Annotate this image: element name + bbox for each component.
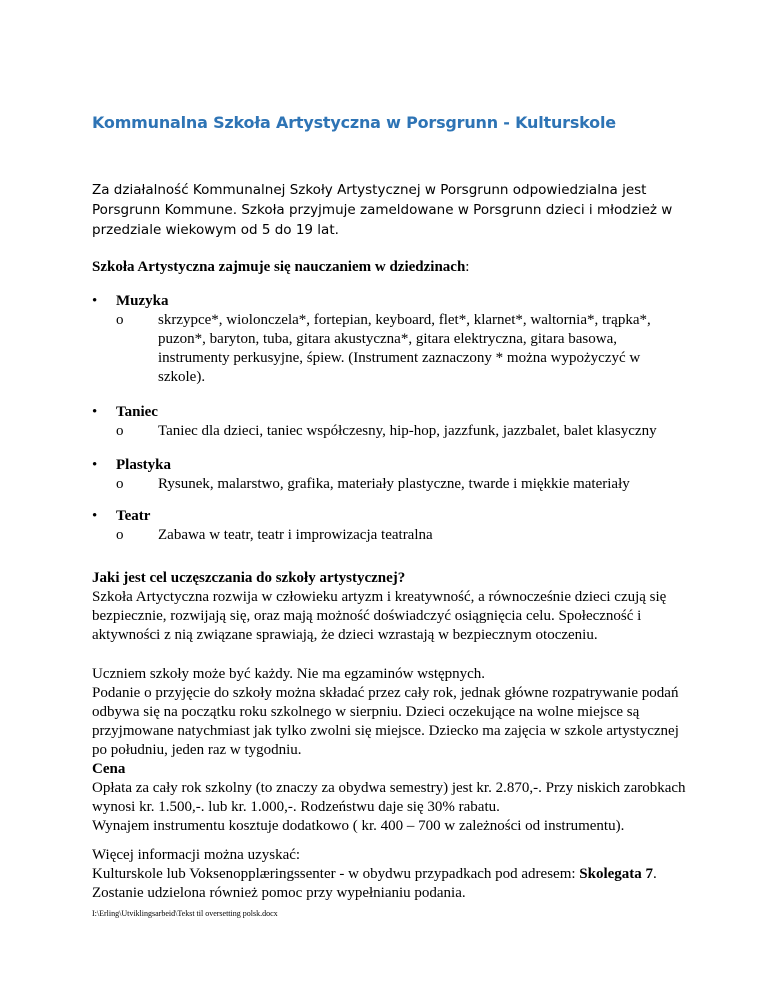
bullet-marker: •: [92, 508, 98, 524]
purpose-section: [92, 569, 692, 645]
subject-title: Taniec: [116, 404, 158, 420]
list-item-plastyka: [92, 456, 692, 496]
subject-detail-text: Rysunek, malarstwo, grafika, materiały plastyczne, twarde i miękkie materiały: [158, 476, 630, 492]
purpose-text: Szkoła Artyctyczna rozwija w człowieku artyzm i kreatywność, a równocześnie dzieci czują się bezpiecznie, rozwijają się, oraz mają możność doświadczyć osiągnięcia celu. Społeczność i aktywności z nią związane sprawiają, że dzieci wzrastają w bezpiecznym otoczeniu.: [92, 589, 667, 643]
subjects-lead: [92, 258, 469, 277]
info-intro: Więcej informacji można uzyskać:: [92, 847, 301, 863]
price-section: [92, 760, 692, 836]
info-help-text: Zostanie udzielona również pomoc przy wypełnianiu podania.: [92, 885, 466, 901]
list-item-muzyka: [92, 292, 692, 385]
page-title: Kommunalna Szkoła Artystyczna w Porsgrunn - Kulturskole: [92, 113, 616, 132]
purpose-heading: Jaki jest cel uczęszczania do szkoły artystycznej?: [92, 570, 406, 586]
price-heading: Cena: [92, 761, 126, 777]
subject-title: Plastyka: [116, 457, 172, 473]
info-section: [92, 846, 702, 903]
bullet-marker: •: [92, 457, 98, 473]
rental-text: Wynajem instrumentu kosztuje dodatkowo ( kr. 400 – 700 w zależności od instrumentu).: [92, 818, 625, 834]
bullet-marker: •: [92, 404, 98, 420]
info-address-suffix: .: [653, 866, 657, 882]
admission-section: [92, 665, 692, 760]
info-address-prefix: Kulturskole lub Voksenopplæringssenter - w obydwu przypadkach pod adresem:: [92, 866, 580, 882]
subjects-lead-text: Szkoła Artystyczna zajmuje się nauczaniem w dziedzinach: [92, 259, 466, 275]
sub-bullet-marker: o: [116, 527, 124, 543]
subject-detail-text: skrzypce*, wiolonczela*, fortepian, keyboard, flet*, klarnet*, waltornia*, trąpka*, puzon*, baryton, tuba, gitara akustyczna*, gitara elektryczna, gitara basowa, instrumenty perkusyjne, śpiew. (Instrument zaznaczony * można wypożyczyć w szkole).: [158, 312, 651, 385]
list-item-teatr: [92, 507, 692, 547]
list-item-taniec: [92, 403, 692, 453]
sub-bullet-marker: o: [116, 312, 124, 328]
subject-detail-text: Zabawa w teatr, teatr i improwizacja teatralna: [158, 527, 433, 543]
subject-title: Muzyka: [116, 293, 169, 309]
sub-bullet-marker: o: [116, 476, 124, 492]
admission-intro: Uczniem szkoły może być każdy. Nie ma egzaminów wstępnych.: [92, 666, 486, 682]
info-address-line: [92, 866, 657, 882]
intro-paragraph: Za działalność Kommunalnej Szkoły Artystycznej w Porsgrunn odpowiedzialna jest Porsgrunn Kommune. Szkoła przyjmuje zameldowane w Porsgrunn dzieci i młodzież w przedziale wiekowym od 5 do 19 lat.: [92, 182, 673, 238]
subjects-lead-colon: :: [465, 259, 470, 275]
admission-text: Podanie o przyjęcie do szkoły można składać przez cały rok, jednak główne rozpatrywanie podań odbywa się na początku roku szkolnego w sierpniu. Dzieci oczekujące na wolne miejsce są przyjmowane natychmiast jak tylko zwolni się miejsce. Dziecko ma zajęcia w szkole artystycznej po południu, jeden raz w tygodniu.: [92, 685, 679, 758]
price-text: Opłata za cały rok szkolny (to znaczy za obydwa semestry) jest kr. 2.870,-. Przy niskich zarobkach wynosi kr. 1.500,-. lub kr. 1.000,-. Rodzeństwu daje się 30% rabatu.: [92, 780, 686, 815]
subject-detail-text: Taniec dla dzieci, taniec współczesny, hip-hop, jazzfunk, jazzbalet, balet klasyczny: [158, 423, 657, 439]
info-address: Skolegata 7: [579, 866, 654, 882]
footer-file-path: I:\Erling\Utviklingsarbeid\Tekst til oversetting polsk.docx: [92, 909, 278, 918]
bullet-marker: •: [92, 293, 98, 309]
sub-bullet-marker: o: [116, 423, 124, 439]
subject-title: Teatr: [116, 508, 151, 524]
